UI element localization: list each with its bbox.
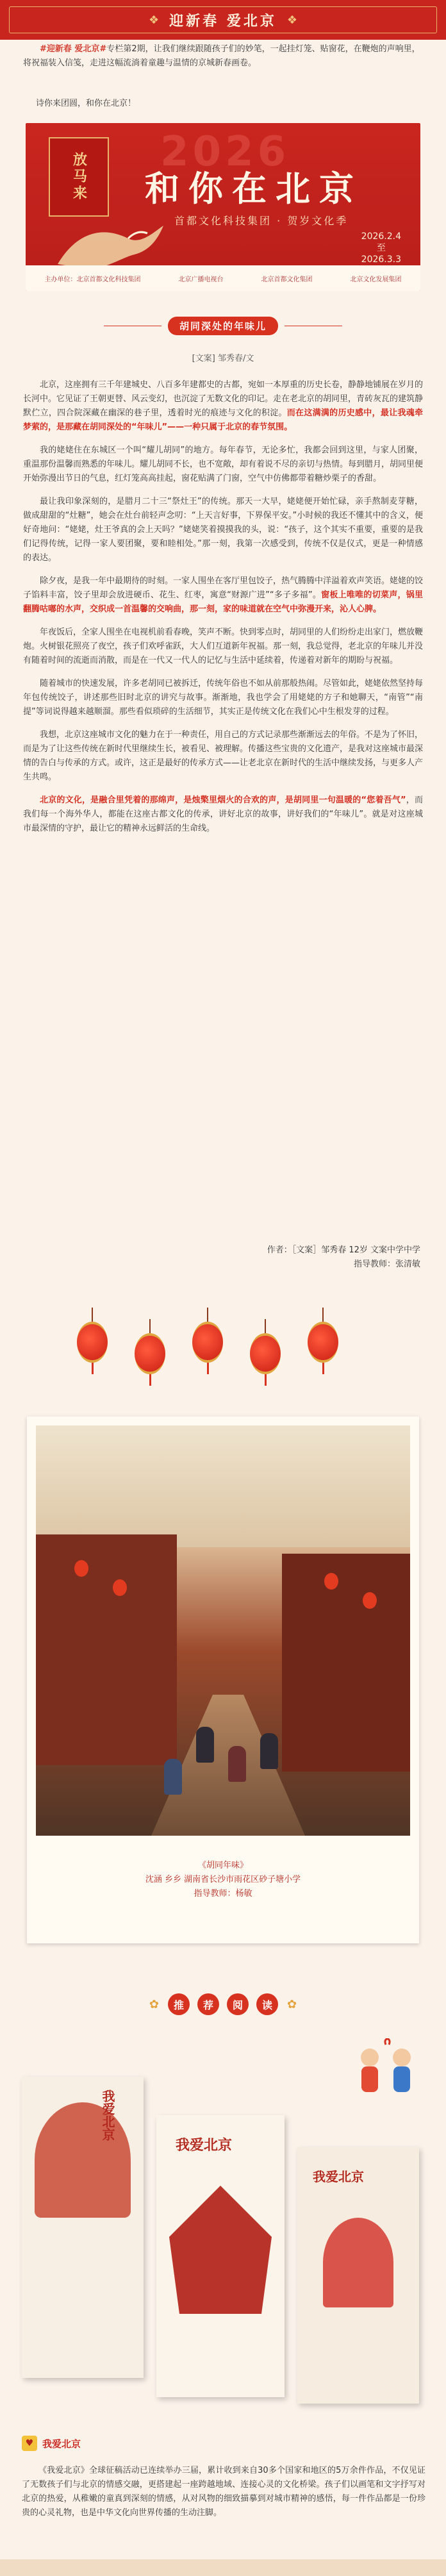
teacher-credit: 指导教师：张清敏 (353, 1259, 420, 1269)
author-credit: 作者：［文案］邹秀春 12岁 文案中学中学 (267, 1245, 420, 1255)
painting-figure (164, 1759, 182, 1795)
painting-figure (228, 1746, 246, 1782)
top-banner (0, 0, 446, 40)
painting-building (282, 1554, 410, 1772)
sponsor-logo: 北京文化发展集团 (350, 276, 402, 283)
paragraph: 最让我印象深刻的，是腊月二十三“祭灶王”的传统。那天一大早，姥姥便开始忙碌，亲手熬制麦芽糖，做成甜甜的“灶糖”，她会在灶台前轻声念叨：“上天言好事，下界保平安。”小时候的我还不懂其中的含义，便好奇地问：“姥姥，灶王爷真的会上天吗？”姥姥笑着摸摸我的头，说：“孩子，这个其实不重要，重要的是我们记得传统，记得一家人要团聚，要和睦相处。”那一刻，我第一次感受到，传统不仅是仪式，更是一种情感的表达。 (23, 497, 423, 563)
painting-teacher: 指导教师：杨敏 (194, 1889, 252, 1899)
date-start: 2026.2.4 (361, 231, 401, 242)
event-poster (26, 123, 420, 291)
lantern-decoration (0, 1308, 446, 1384)
paragraph: 北京的文化，是融合里凭着的那绵声，是烛檠里烟火的合欢的声，是胡同里一句温暖的“您着吾气”，而我们每一个海外华人，都能在这座古都文化的传承，讲好北京的故事，讲好我们的“年味儿”。就是对这座城市最深情的守护，最让它的精神永远鲜活的生命线。 (23, 795, 423, 833)
program-logo-icon: ♥ (22, 2436, 37, 2451)
ornament-icon: ❖ (286, 13, 297, 27)
lantern-icon (77, 1308, 108, 1374)
highlight-text: 北京的文化，是融合里凭着的那绵声，是烛檠里烟火的合欢的声，是胡同里一句温暖的“您着吾气” (40, 795, 406, 805)
highlight-text: 窗板上唯唯的切菜声，锅里翻腾咕嘟的水声，交织成一首温馨的交响曲，那一刻，家的味道就在空气中弥漫开来，沁人心脾。 (23, 590, 423, 614)
painting-title: 《胡同年味》 (197, 1861, 248, 1870)
book-art (323, 2218, 393, 2307)
painting-figure (260, 1733, 278, 1769)
banner-title: 迎新春 爱北京 (169, 13, 277, 29)
paragraph: 年夜饭后，全家人围坐在电视机前看春晚，笑声不断。快到零点时，胡同里的人们纷纷走出家门，燃放鞭炮。火树银花照亮了夜空，孩子们欢呼雀跃，大人们互道新年祝福。那一刻，我总觉得，老北京的年味儿并没有随着时间的流逝而消散，而是在一代又一代人的记忆与生活中延续着，传递着对新年的期盼与祝福。 (23, 627, 424, 665)
poster-year: 2026 (160, 128, 290, 176)
book-cover[interactable] (22, 2077, 144, 2378)
painting-lantern (74, 1560, 88, 1577)
book-cover[interactable] (156, 2115, 285, 2397)
painting-lantern (363, 1592, 377, 1609)
recommend-title (0, 1993, 446, 2015)
painting-lantern (113, 1579, 127, 1596)
paragraph: 我的姥姥住在东城区一个叫“耀儿胡同”的地方。每年春节，无论多忙，我都会回到这里，与家人团聚，重温那份温馨而熟悉的年味儿。耀儿胡同不长，也不宽敞，却有着说不尽的亲切与热情。每到腊月，胡同里便开始弥漫出节日的气息，红灯笼高高挂起，窗花贴满了门窗，空气中仿佛都带着糖炒栗子的香甜。 (23, 445, 424, 483)
painting-image (36, 1425, 410, 1836)
recommend-char: 荐 (197, 1993, 219, 2015)
date-mid: 至 (376, 243, 386, 253)
paragraph: 北京，这座拥有三千年建城史、八百多年建都史的古都，宛如一本厚重的历史长卷，静静地铺展在岁月的长河中。它见证了王朝更替、风云变幻，也沉淀了无数文化的印记。走在老北京的胡同里，青砖灰瓦的建筑静默伫立，四合院深藏在幽深的巷子里，透着时光的痕迹与文化的积淀。而在这满满的历史感中，最让我魂牵梦萦的，是那藏在胡同深处的“年味儿”——一种只属于北京的春节氛围。 (23, 380, 424, 432)
sponsor-logo: 北京首都文化集团 (261, 276, 313, 283)
flower-icon: ✿ (287, 1997, 297, 2011)
hashtag[interactable]: #迎新春 爱北京# (40, 44, 107, 54)
paragraph: 我想，北京这座城市文化的魅力在于一种责任，用自己的方式记录那些渐渐远去的年俗。不是为了怀旧，而是为了让这些传统在新时代里继续生长，被看见、被理解。传播这些宝贵的文化遗产，是我对这座城市最深情的告白与传承的方式。或许，这正是最好的传承方式——让老北京在新时代的生活中继续发扬，与更多人产生共鸣。 (23, 730, 424, 782)
program-name: 我爱北京 (42, 2438, 81, 2450)
article-author: [文案] 邹秀春/文 (192, 354, 254, 363)
book-title: 我爱北京 (100, 2090, 115, 2141)
article-credit (36, 1243, 420, 1272)
lantern-icon (135, 1319, 165, 1386)
sponsor-logo: 北京广播电视台 (178, 276, 224, 283)
poster-main-title: 和你在北京 (145, 168, 363, 209)
book-title: 我爱北京 (176, 2138, 233, 2154)
painting-lantern (324, 1573, 338, 1590)
painting-card (27, 1417, 419, 1943)
kids-illustration (347, 2038, 424, 2122)
flower-icon: ✿ (149, 1997, 159, 2011)
ornament-icon: ❖ (149, 13, 160, 27)
painting-sky (36, 1425, 410, 1547)
article-title-bar (0, 317, 446, 335)
article-body (23, 378, 423, 845)
painting-building (36, 1534, 177, 1765)
invite-text: 诗你来团圆，和你在北京！ (36, 99, 136, 108)
painting-caption (27, 1859, 419, 1901)
poster-subtitle: 首都文化科技集团 · 贺岁文化季 (174, 215, 349, 227)
highlight-text: 而在这满满的历史感中，最让我魂牵梦萦的，是那藏在胡同深处的“年味儿”——一种只属于北京的春节氛围。 (23, 408, 423, 432)
sponsor-logos (26, 265, 420, 291)
painting-artist: 沈涵 乡乡 湖南省长沙市雨花区砂子塘小学 (145, 1875, 301, 1884)
sponsor-logo: 主办单位：北京首都文化科技集团 (44, 276, 141, 283)
intro-body: 专栏第2期，让我们继续跟随孩子们的妙笔，一起挂灯笼、贴窗花，在鞭炮的声响里，将祝福装入信笺，走进这幅流淌着童趣与温情的京城新春画卷。 (23, 44, 420, 68)
lantern-icon (308, 1308, 338, 1374)
bottom-bar (0, 2559, 446, 2576)
recommend-char: 推 (168, 1993, 190, 2015)
article-title: 胡同深处的年味儿 (168, 317, 278, 335)
poster-dates (361, 231, 401, 265)
book-title: 我爱北京 (313, 2169, 364, 2184)
paragraph: 除夕夜，是我一年中最期待的时刻。一家人围坐在客厅里包饺子，热气腾腾中洋溢着欢声笑语。姥姥的饺子馅料丰富，饺子里却会放进硬币、花生、红枣，寓意“财源广进”“多子多福”。窗板上唯唯的切菜声，锅里翻腾咕嘟的水声，交织成一首温馨的交响曲，那一刻，家的味道就在空气中弥漫开来，沁人心脾。 (23, 576, 424, 614)
program-header (22, 2436, 81, 2451)
poster-badge: 放马来 (49, 137, 109, 217)
lantern-icon (250, 1319, 281, 1386)
book-art (169, 2186, 272, 2314)
lantern-icon (192, 1308, 223, 1374)
program-description: 《我爱北京》全球征稿活动已连续举办三届，累计收到来自30多个国家和地区的5万余件作品，不仅见证了无数孩子们与北京的情感交融，更搭建起一座跨越地域、连接心灵的文化桥梁。孩子们以画笔和文字抒写对北京的热爱，从稚嫩的童真到深刻的情感，从对风物的细致描摹到对城市精神的感悟，每一件作品都是一份珍贵的心灵礼物，也是中华文化向世界传播的生动注脚。 (22, 2466, 425, 2518)
recommend-char: 读 (256, 1993, 278, 2015)
painting-figure (196, 1727, 214, 1763)
recommend-char: 阅 (227, 1993, 249, 2015)
horse-illustration (51, 219, 167, 270)
book-cover[interactable] (297, 2147, 419, 2404)
paragraph: 随着城市的快速发展，许多老胡同已被拆迁，传统年俗也不如从前那般热闹。尽管如此，姥姥依然坚持每年包传统饺子，讲述那些旧时北京的讲究与故事。渐渐地，我也学会了用姥姥的方子和她聊天，“南管”“南提”等词说得越来越顺溜。那些看似琐碎的生活细节，其实正是传统文化在我们心中生根发芽的过程。 (23, 679, 424, 717)
date-end: 2026.3.3 (361, 254, 401, 265)
